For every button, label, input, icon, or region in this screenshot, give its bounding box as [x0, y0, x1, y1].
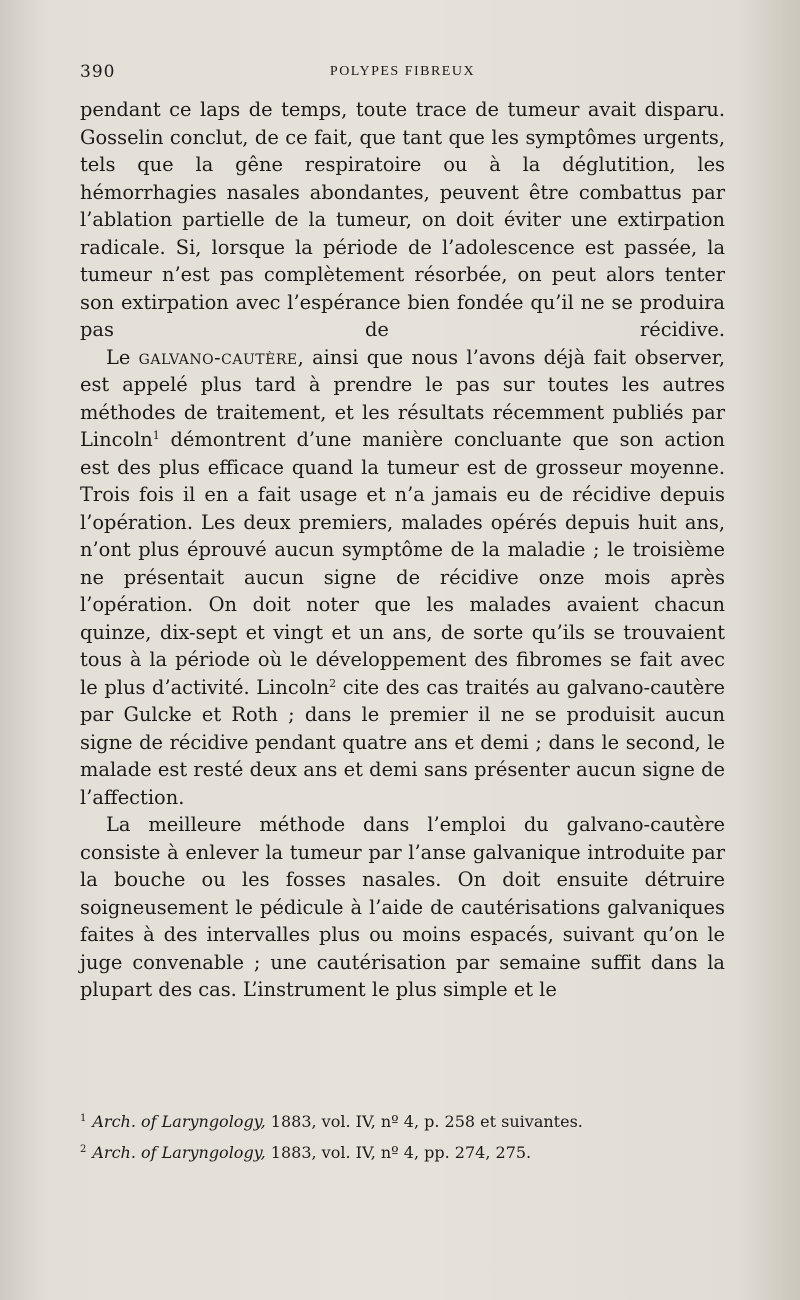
page-header	[80, 62, 725, 86]
footnote-2-mark: 2	[80, 1144, 87, 1155]
footnotes	[80, 1108, 725, 1170]
paragraph-2-part-b: démontrent d’une manière concluante que son action est des plus efficace quand la tumeur est de grosseur moyenne. Trois fois il en a fait usage et n’a jamais eu de récidive depuis l’opération. Les deux premiers, malades opérés depuis huit ans, n’ont plus éprouvé aucun symptôme de la maladie ; le troisième ne présentait aucun signe de récidive onze mois après l’opération. On doit noter que les malades avaient chacun quinze, dix-sept et vingt et un ans, de sorte qu’ils se trouvaient tous à la période où le développement des fibromes se fait avec le plus d’activité. Lincoln	[80, 428, 725, 699]
footnote-1-mark: 1	[80, 1113, 87, 1124]
footnote-ref-2[interactable]: 2	[329, 676, 337, 690]
footnote-1-source: Arch. of Laryngology,	[92, 1112, 266, 1131]
paragraph-2-part-c: cite des cas traités au galvano-cautère par Gulcke et Roth ; dans le premier il ne se produisit aucun signe de récidive pendant quatre ans et demi ; dans le second, le malade est resté deux ans et demi sans présenter aucun signe de l’affection.	[80, 675, 725, 809]
footnote-2-details: 1883, vol. IV, nº 4, pp. 274, 275.	[265, 1143, 532, 1162]
galvano-cautere-term: galvano-cautère	[138, 345, 298, 369]
paragraph-2-lead: Le	[106, 345, 139, 369]
running-title: POLYPES FIBREUX	[329, 64, 476, 79]
footnote-2-source: Arch. of Laryngology,	[92, 1143, 266, 1162]
paragraph-2	[80, 344, 725, 812]
body-text	[80, 96, 725, 1004]
footnote-ref-1[interactable]: 1	[152, 429, 160, 442]
footnote-2	[80, 1139, 725, 1164]
paragraph-3: La meilleure méthode dans l’emploi du galvano-cautère consiste à enlever la tumeur par l’anse galvanique introduite par la bouche ou les fosses nasales. On doit ensuite détruire soigneusement le pédicule à l’aide de cautérisations galvaniques faites à des intervalles plus ou moins espacés, suivant qu’on le juge convenable ; une cautérisation par semaine suffit dans la plupart des cas. L’instrument le plus simple et le	[80, 813, 725, 1001]
paragraph-1: pendant ce laps de temps, toute trace de tumeur avait disparu. Gosselin conclut, de ce fait, que tant que les symptômes urgents, tels que la gêne respiratoire ou à la déglutition, les hémorrhagies nasales abondantes, peuvent être combattus par l’ablation partielle de la tumeur, on doit éviter une extirpation radicale. Si, lorsque la période de l’adolescence est passée, la tumeur n’est pas complètement résorbée, on peut alors tenter son extirpation avec l’espérance bien fondée qu’il ne se produira pas de récidive.	[80, 98, 725, 341]
page-number: 390	[80, 62, 116, 82]
footnote-1	[80, 1108, 725, 1133]
footnote-1-details: 1883, vol. IV, nº 4, p. 258 et suivantes.	[265, 1112, 583, 1131]
paragraph-2-part-a: , ainsi que nous l’avons déjà fait observer, est appelé plus tard à prendre le pas sur toutes les autres méthodes de traitement, et les résultats récemment publiés par Lincoln	[80, 345, 725, 451]
